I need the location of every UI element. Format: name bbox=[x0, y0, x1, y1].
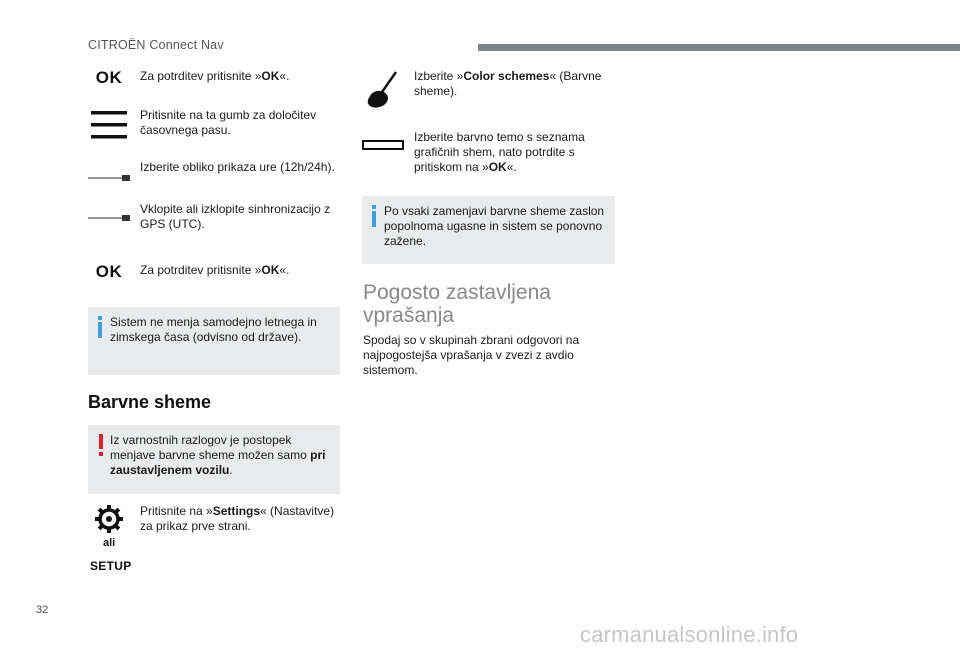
step-settings: Pritisnite na »Settings« (Nastavitve) za prikaz prve strani. bbox=[82, 504, 334, 534]
info-icon bbox=[97, 316, 103, 338]
list-bar-icon bbox=[356, 130, 410, 160]
or-label: ali bbox=[103, 537, 116, 549]
header-brand: CITROËN Connect Nav bbox=[88, 38, 224, 52]
warning-icon bbox=[98, 434, 104, 456]
slider-icon bbox=[82, 200, 136, 222]
palette-icon bbox=[356, 68, 410, 112]
menu-icon bbox=[82, 108, 136, 142]
step-gps-sync: Vklopite ali izklopite sinhronizacijo z GPS (UTC). bbox=[82, 200, 330, 232]
header-bar bbox=[478, 44, 960, 51]
step-confirm-ok-1: OK Za potrditev pritisnite »OK«. bbox=[82, 68, 289, 88]
slider-icon bbox=[82, 160, 136, 182]
step-select-color-schemes: Izberite »Color schemes« (Barvne sheme). bbox=[356, 68, 601, 112]
step-clock-format: Izberite obliko prikaza ure (12h/24h). bbox=[82, 160, 335, 182]
info-note-dst: Sistem ne menja samodejno letnega in zimskega časa (odvisno od države). bbox=[88, 307, 340, 375]
ok-icon: OK bbox=[95, 262, 123, 281]
section-title-color-schemes: Barvne sheme bbox=[88, 392, 212, 412]
gear-icon bbox=[82, 504, 136, 534]
ok-icon: OK bbox=[95, 68, 123, 87]
step-confirm-ok-2: OK Za potrditev pritisnite »OK«. bbox=[82, 262, 289, 282]
info-note-restart: Po vsaki zamenjavi barvne sheme zaslon popolnoma ugasne in sistem se ponovno zažene. bbox=[362, 196, 615, 264]
warning-note-safety: Iz varnostnih razlogov je postopek menjave barvne sheme možen samo pri zaustavljenem vozilu. bbox=[88, 425, 340, 494]
info-icon bbox=[371, 205, 377, 227]
watermark: carmanualsonline.info bbox=[580, 622, 799, 647]
faq-intro-text: Spodaj so v skupinah zbrani odgovori na najpogostejša vprašanja v zvezi z avdio sistemom. bbox=[363, 333, 580, 377]
faq-title: Pogosto zastavljena vprašanja bbox=[363, 281, 551, 327]
step-time-zone: Pritisnite na ta gumb za določitev časovnega pasu. bbox=[82, 108, 316, 142]
page-number: 32 bbox=[36, 604, 49, 616]
step-choose-theme: Izberite barvno temo s seznama grafičnih shem, nato potrdite s pritiskom na »OK«. bbox=[356, 130, 585, 175]
setup-button-label: SETUP bbox=[90, 559, 132, 573]
